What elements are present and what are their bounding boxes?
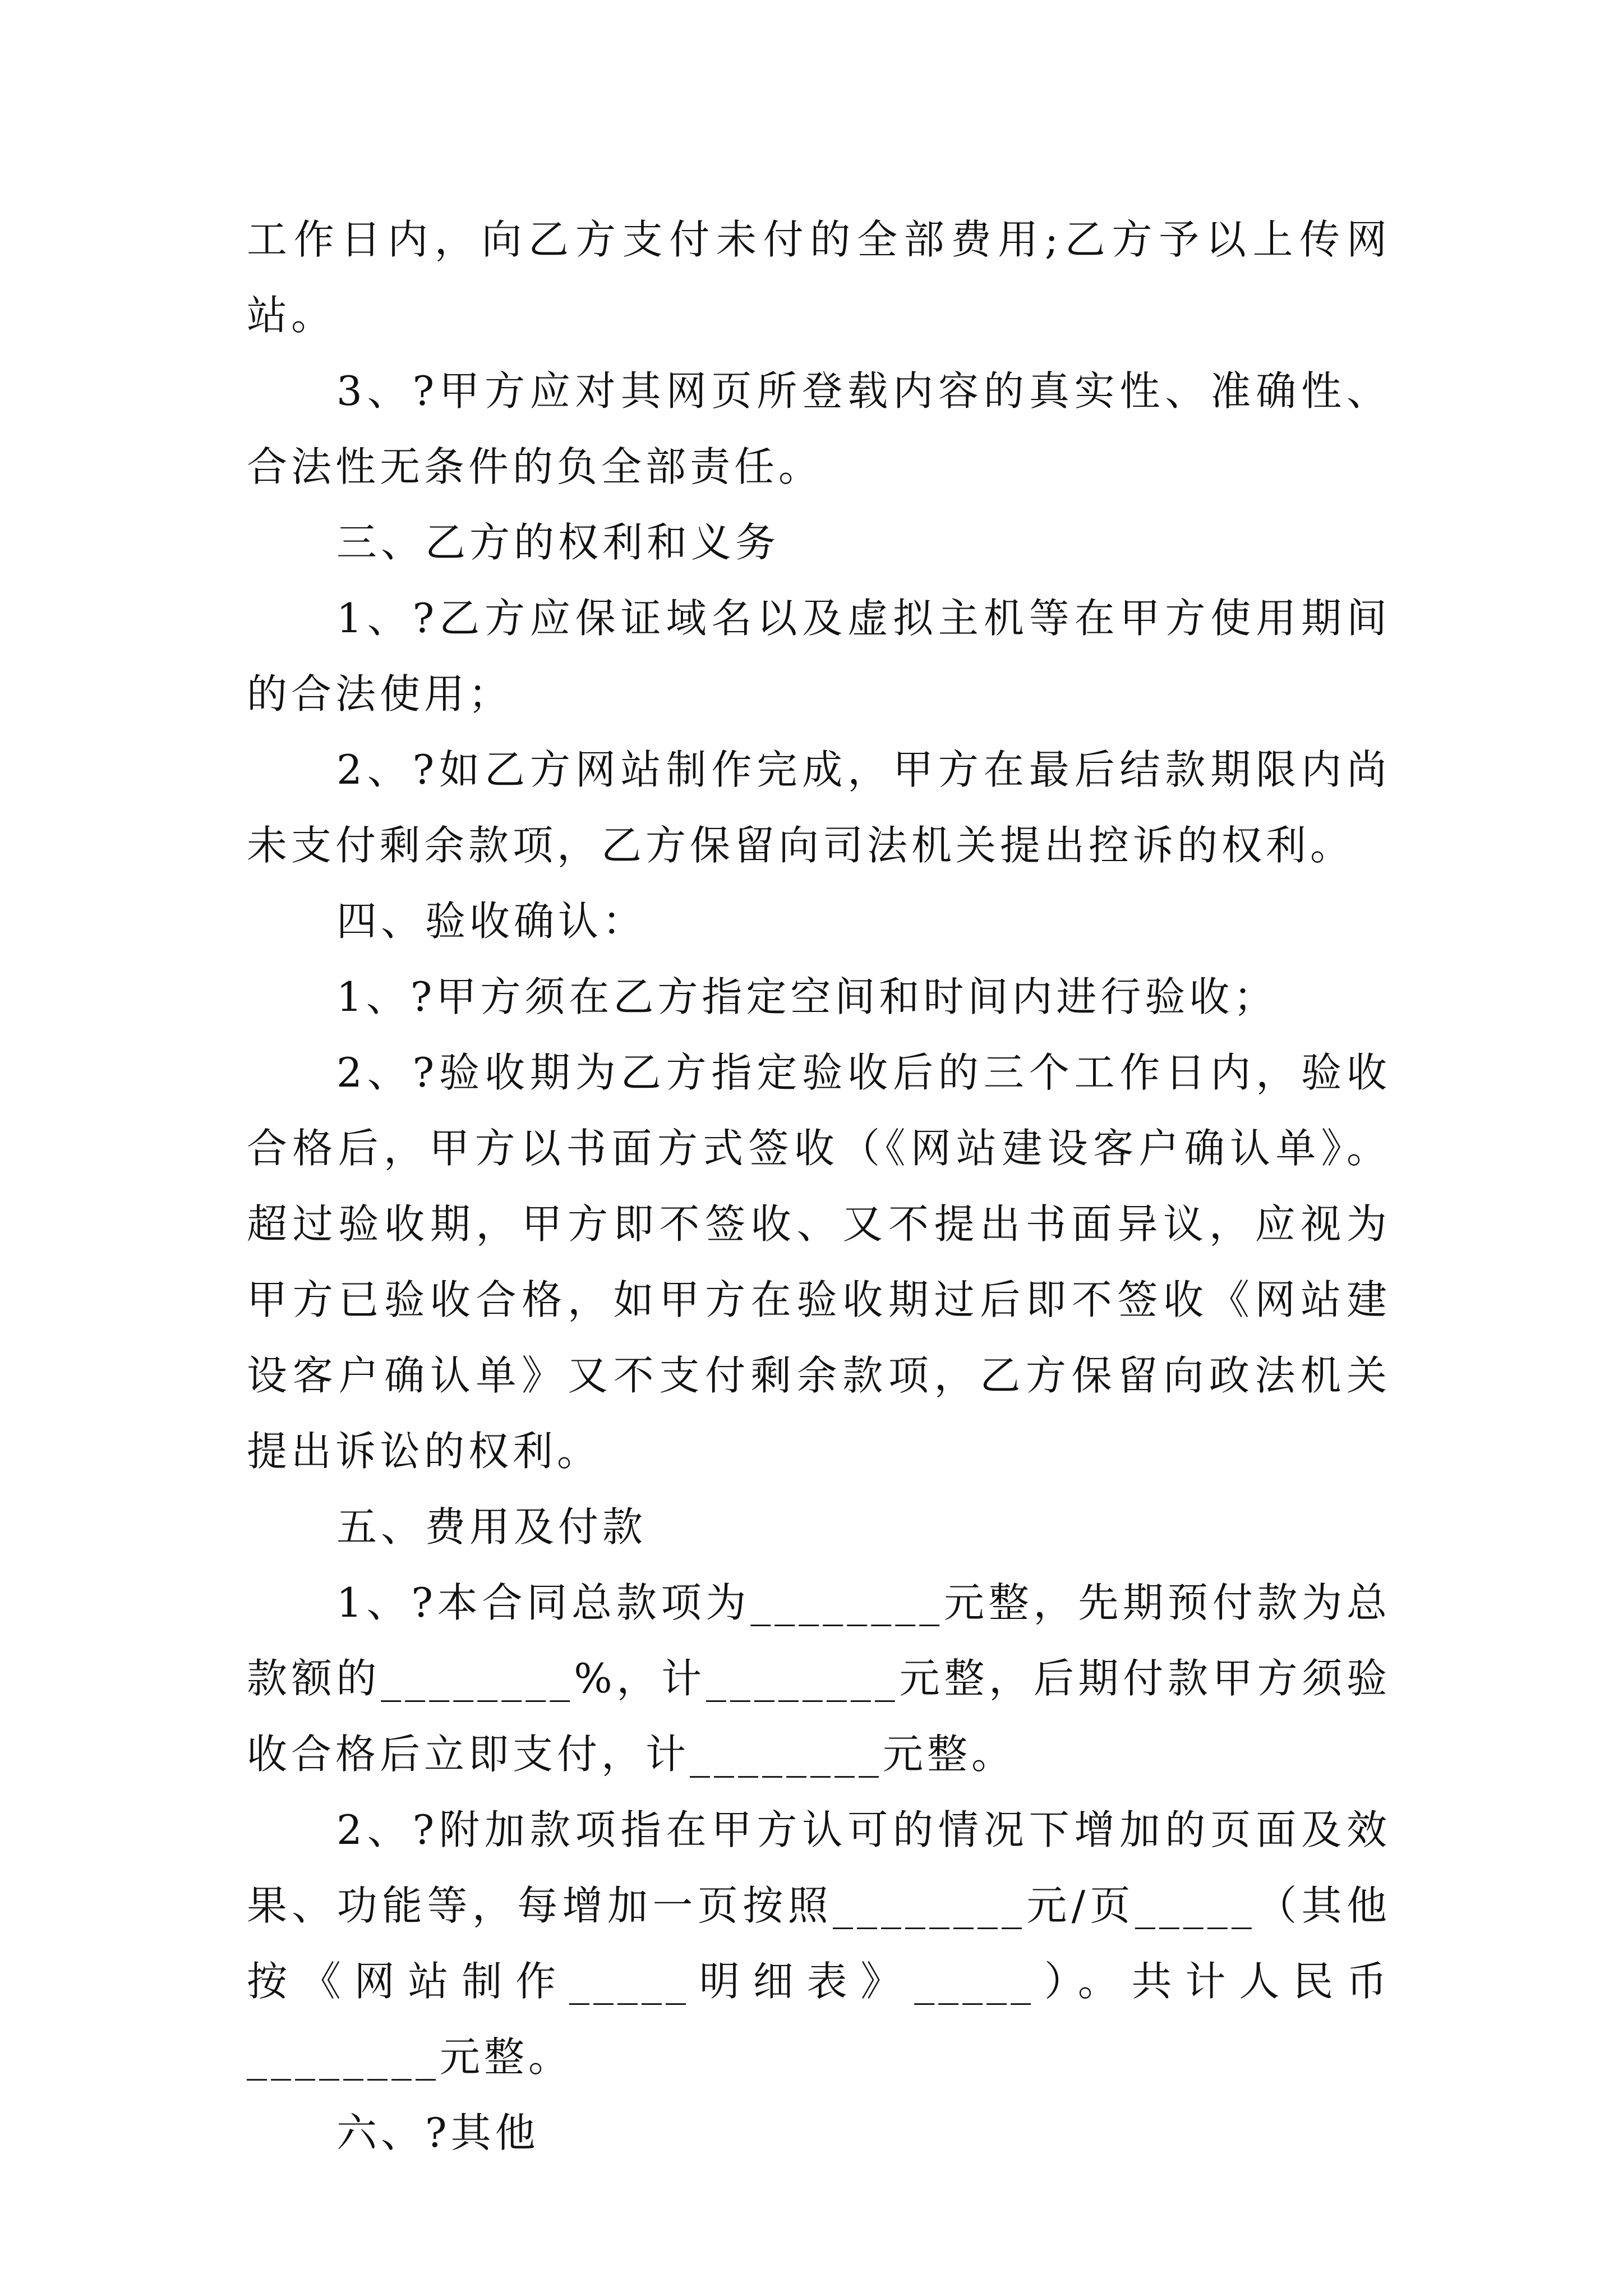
section-heading-party-b-rights: 三、乙方的权利和义务 <box>336 519 780 566</box>
section-heading-other: 六、?其他 <box>336 2109 540 2156</box>
document-body <box>247 202 1391 2171</box>
paragraph-fee-payment-end: 工作日内，向乙方支付未付的全部费用;乙方予以上传网站。 <box>247 216 1391 339</box>
paragraph-domain-hosting: 1、?乙方应保证域名以及虚拟主机等在甲方使用期间的合法使用； <box>247 595 1391 717</box>
section-heading-fees: 五、费用及付款 <box>336 1503 647 1550</box>
paragraph-acceptance-period: 2、?验收期为乙方指定验收后的三个工作日内，验收合格后，甲方以书面方式签收（《网站建设客户确认单》。超过验收期，甲方即不签收、又不提出书面异议，应视为甲方已验收合格，如甲方在验收期过后即不签收《网站建设客户确认单》又不支付剩余款项，乙方保留向政法机关提出诉讼的权利。 <box>247 1049 1391 1475</box>
paragraph-content-responsibility: 3、?甲方应对其网页所登载内容的真实性、准确性、合法性无条件的负全部责任。 <box>247 367 1391 490</box>
paragraph-total-fee: 1、?本合同总款项为________元整，先期预付款为总款额的________%，计________元整，后期付款甲方须验收合格后立即支付，计________元整。 <box>247 1579 1391 1778</box>
paragraph-acceptance-space: 1、?甲方须在乙方指定空间和时间内进行验收； <box>336 973 1278 1020</box>
section-heading-acceptance: 四、验收确认： <box>336 898 647 945</box>
paragraph-additional-fee: 2、?附加款项指在甲方认可的情况下增加的页面及效果、功能等，每增加一页按照________元/页_____（其他按《网站制作_____明细表》_____）。共计人民币________元整。 <box>247 1806 1391 2081</box>
paragraph-remaining-payment: 2、?如乙方网站制作完成，甲方在最后结款期限内尚未支付剩余款项，乙方保留向司法机关提出控诉的权利。 <box>247 746 1391 869</box>
